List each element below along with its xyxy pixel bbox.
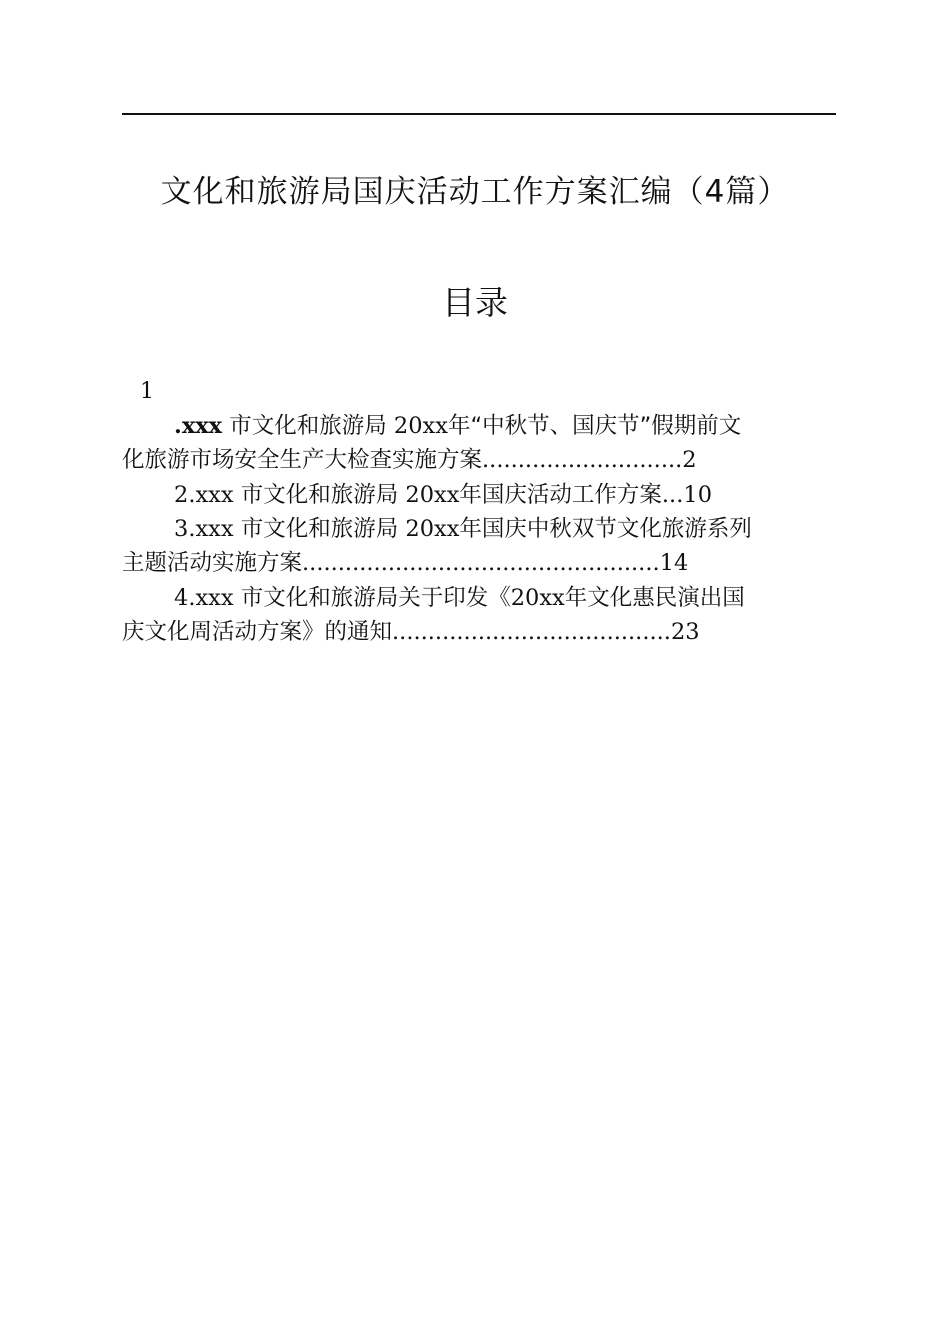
toc-entry-2-page: 10 — [683, 482, 713, 508]
toc-entry-1-year: 20xx — [393, 413, 448, 439]
toc-entry-4-text-b: 年文化惠民演出国 — [564, 585, 745, 611]
toc-entry-3-text-c: 主题活动实施方案 — [122, 550, 303, 576]
toc-entry-2-text-a: 市文化和旅游局 — [240, 482, 399, 508]
toc-entry-3-text-a: 市文化和旅游局 — [240, 516, 399, 542]
toc-entry-1-prefix: . — [174, 413, 182, 439]
toc-entry-1-line-2[interactable] — [122, 443, 838, 477]
toc-entry-3-line-1[interactable] — [122, 512, 838, 546]
toc-entry-3-text-b: 年国庆中秋双节文化旅游系列 — [459, 516, 752, 542]
toc-entry-3-number: 3.xxx — [174, 516, 234, 542]
toc-entry-4-page: 23 — [670, 619, 700, 645]
toc-entry-4-year: 20xx — [510, 585, 565, 611]
toc-heading: 目录 — [442, 283, 508, 322]
toc-entry-3-leader: .................................................. — [302, 550, 660, 576]
toc-entry-1-line-1[interactable] — [122, 409, 838, 443]
toc-entry-3-page: 14 — [659, 550, 689, 576]
toc-entry-3-line-2[interactable] — [122, 546, 838, 580]
toc-entry-2-leader: ... — [661, 482, 684, 508]
toc-entry-4-line-2[interactable] — [122, 615, 838, 649]
toc-entry-1-text-c: 化旅游市场安全生产大检查实施方案 — [122, 447, 483, 473]
document-title: 文化和旅游局国庆活动工作方案汇编（4篇） — [160, 174, 790, 210]
toc-entry-4-leader: ....................................... — [392, 619, 671, 645]
toc-entry-1-xxx: xxx — [181, 413, 223, 439]
toc-entry-2-line-1[interactable] — [122, 478, 838, 512]
toc-entry-4-text-a: 市文化和旅游局关于印发《 — [240, 585, 511, 611]
toc-entry-2-number: 2.xxx — [174, 482, 234, 508]
toc-entry-4-text-c: 庆文化周活动方案》的通知 — [122, 619, 393, 645]
toc-entry-1-number: 1 — [140, 379, 154, 404]
toc-entry-4-line-1[interactable] — [122, 581, 838, 615]
toc-entry-1-text-a: 市文化和旅游局 — [229, 413, 387, 439]
toc-entry-2-year: 20xx — [405, 482, 460, 508]
toc-entry-3-year: 20xx — [405, 516, 460, 542]
toc-entry-4-number: 4.xxx — [174, 585, 234, 611]
toc-entry-1-leader: ............................ — [482, 447, 683, 473]
toc-entry-2-text-b: 年国庆活动工作方案 — [459, 482, 662, 508]
header-rule — [122, 113, 836, 115]
toc-entry-1-text-b: 年“中秋节、国庆节”假期前文 — [447, 413, 742, 439]
toc-entry-1-page: 2 — [682, 447, 697, 473]
